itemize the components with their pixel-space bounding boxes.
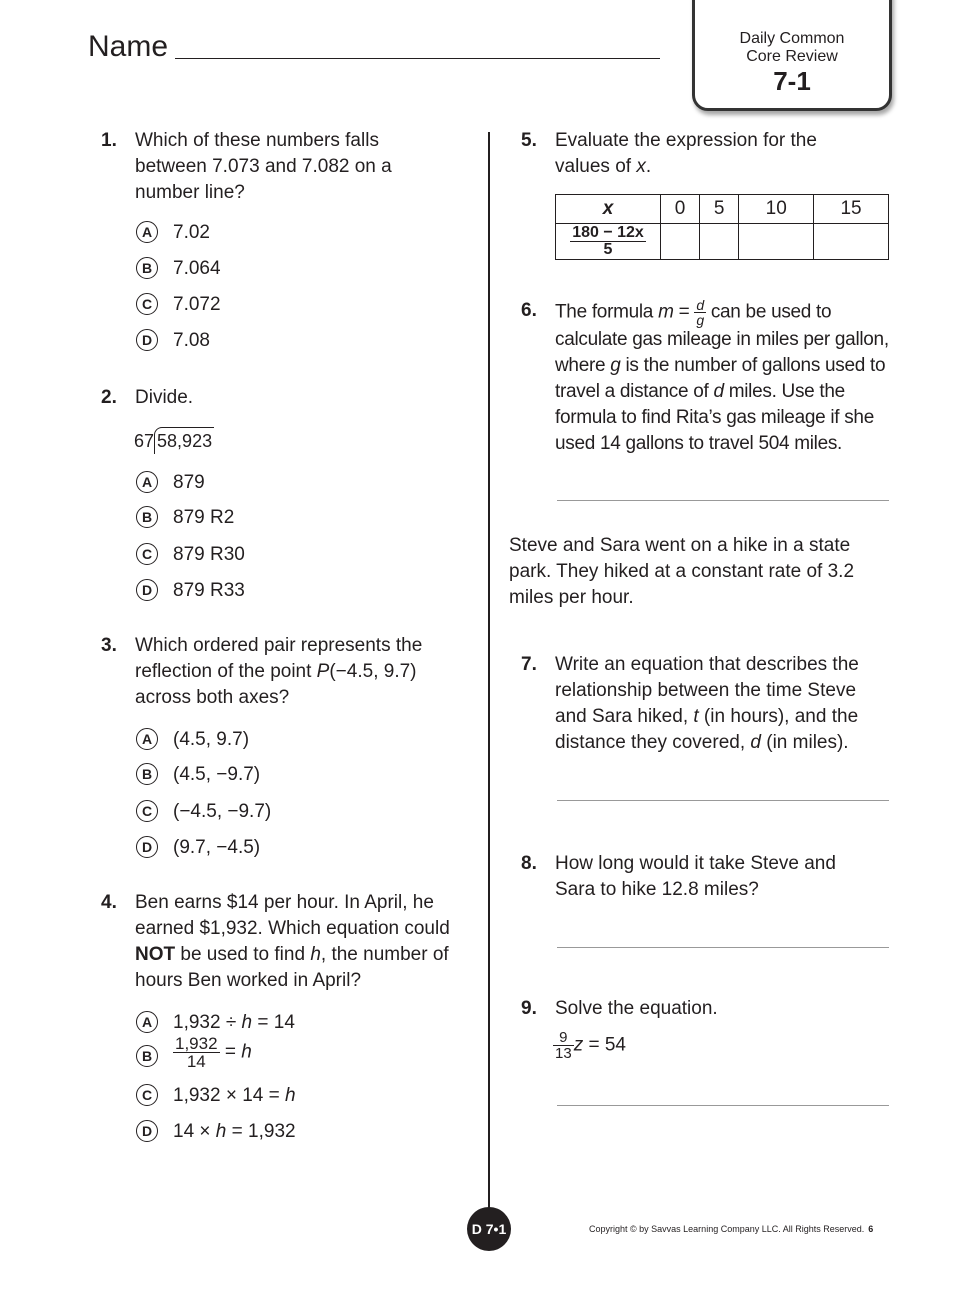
question-text: How long would it take Steve and Sara to hike 12.8 miles? xyxy=(555,853,836,900)
bubble-d[interactable]: D xyxy=(136,329,158,351)
bubble-b[interactable]: B xyxy=(136,506,158,528)
bubble-b[interactable]: B xyxy=(136,1045,158,1067)
question-number: 2. xyxy=(101,387,117,408)
copyright-notice: Copyright © by Savvas Learning Company LLC. All Rights Reserved. 6 xyxy=(589,1224,874,1234)
bubble-c[interactable]: C xyxy=(136,800,158,822)
name-field-line[interactable] xyxy=(175,58,660,59)
equation: $\frac{9}{13}$ z = 54 xyxy=(555,1029,626,1062)
table-cell: 10 xyxy=(739,195,814,224)
answer-line[interactable] xyxy=(557,500,889,501)
page-number: 6 xyxy=(868,1224,874,1234)
question-text: The formula m = $\frac{d}{g}$ can be used to calculate gas mileage in miles per gallon, where g is the number of gallons used to travel a distance of d miles. Use the formula to find Rita’s gas mileage if she used 14 gallons to travel 504 miles. xyxy=(555,297,889,454)
table-cell: x xyxy=(556,195,661,224)
lesson-badge xyxy=(692,0,892,111)
question-text: Which of these numbers falls between 7.073 and 7.082 on a number line? xyxy=(135,130,392,203)
bubble-a[interactable]: A xyxy=(136,728,158,750)
bubble-a[interactable]: A xyxy=(136,471,158,493)
question-number: 4. xyxy=(101,892,117,913)
question-number: 5. xyxy=(521,130,537,151)
answer-line[interactable] xyxy=(557,947,889,948)
name-label: Name xyxy=(88,30,169,63)
bubble-c[interactable]: C xyxy=(136,543,158,565)
question-text: Divide. xyxy=(135,387,194,408)
bubble-d[interactable]: D xyxy=(136,1120,158,1142)
answer-cell[interactable] xyxy=(661,224,700,260)
question-text: Ben earns $14 per hour. In April, he earned $1,932. Which equation could NOT be used to find h, the number of hours Ben worked in April? xyxy=(135,892,450,991)
question-number: 3. xyxy=(101,635,117,656)
question-number: 7. xyxy=(521,654,537,675)
fraction: $\frac{1,932}{14}$ xyxy=(175,1034,218,1071)
answer-cell[interactable] xyxy=(814,224,889,260)
bubble-b[interactable]: B xyxy=(136,763,158,785)
equation-fraction: $\frac{9}{13}$ xyxy=(555,1029,572,1062)
badge-code: 7-1 xyxy=(773,66,811,96)
table-row xyxy=(556,224,889,260)
bubble-c[interactable]: C xyxy=(136,293,158,315)
question-number: 8. xyxy=(521,853,537,874)
badge-title: Daily Common Core Review xyxy=(739,30,845,65)
question-text: Evaluate the expression for the values of x. xyxy=(555,130,817,177)
question-text: Solve the equation. xyxy=(555,998,718,1019)
question-number: 1. xyxy=(101,130,117,151)
question-number: 9. xyxy=(521,998,537,1019)
table-cell: 0 xyxy=(661,195,700,224)
expression-fraction: $\frac{180 - 12x}{5}$ xyxy=(572,224,644,258)
column-divider xyxy=(488,132,490,1212)
answer-cell[interactable] xyxy=(739,224,814,260)
table-cell: 15 xyxy=(814,195,889,224)
bubble-c[interactable]: C xyxy=(136,1084,158,1106)
expression-cell xyxy=(556,224,661,260)
bubble-d[interactable]: D xyxy=(136,836,158,858)
passage-text: Steve and Sara went on a hike in a state park. They hiked at a constant rate of 3.2 miles per hour. xyxy=(509,535,855,608)
long-division: 67 58,923 xyxy=(134,427,214,454)
table-cell: 5 xyxy=(700,195,739,224)
bubble-a[interactable]: A xyxy=(136,221,158,243)
answer-cell[interactable] xyxy=(700,224,739,260)
bubble-b[interactable]: B xyxy=(136,257,158,279)
formula-fraction: $\frac{d}{g}$ xyxy=(696,297,704,328)
table-header-row xyxy=(556,195,889,224)
bubble-d[interactable]: D xyxy=(136,579,158,601)
evaluation-table xyxy=(555,194,889,260)
question-text: Write an equation that describes the relationship between the time Steve and Sara hiked, t (in hours), and the distance they covered, d (in miles). xyxy=(555,654,859,753)
question-text: Which ordered pair represents the reflection of the point P(−4.5, 9.7) across both axes? xyxy=(135,635,423,708)
question-number: 6. xyxy=(521,300,537,321)
page-code-badge: D 7•1 xyxy=(467,1207,511,1251)
answer-line[interactable] xyxy=(557,800,889,801)
bubble-a[interactable]: A xyxy=(136,1011,158,1033)
answer-line[interactable] xyxy=(557,1105,889,1106)
